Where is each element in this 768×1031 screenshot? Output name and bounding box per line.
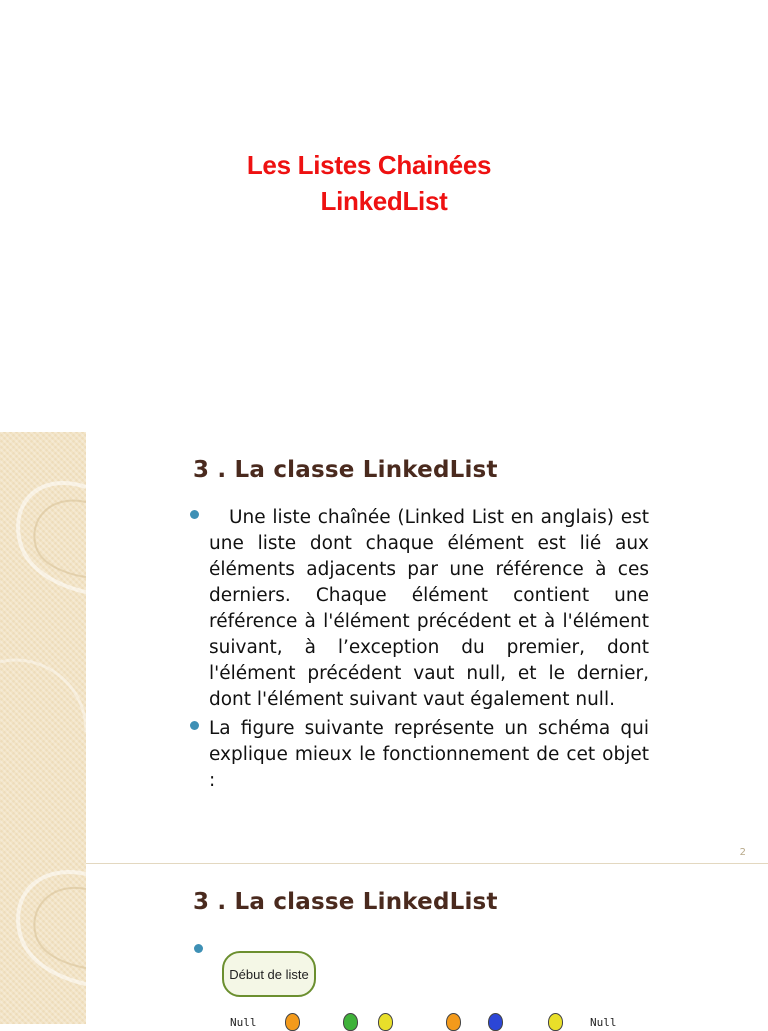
bullet-dot-icon xyxy=(190,510,199,519)
bullet-text: La figure suivante représente un schéma qui explique mieux le fonctionnement de cet objet : xyxy=(209,718,649,791)
bullet-dot-icon xyxy=(194,944,203,953)
null-label-left: Null xyxy=(230,1016,257,1029)
bullet-dot-icon xyxy=(190,721,199,730)
node-green-icon xyxy=(343,1013,358,1031)
title-line-1: Les Listes Chainées xyxy=(246,150,492,180)
swirl-decoration-icon xyxy=(0,432,86,864)
swirl-decoration-icon xyxy=(0,864,86,1024)
slide-title: 3 . La classe LinkedList xyxy=(193,889,498,915)
decorative-sidebar xyxy=(0,864,86,1024)
bullet-list xyxy=(187,505,649,797)
slide-linkedlist-definition xyxy=(0,432,768,864)
node-yellow-icon xyxy=(548,1013,563,1031)
null-label-right: Null xyxy=(590,1016,617,1029)
node-orange-icon xyxy=(446,1013,461,1031)
slide-number: 2 xyxy=(739,847,746,858)
node-yellow-icon xyxy=(378,1013,393,1031)
bullet-text: Une liste chaînée (Linked List en anglais) est une liste dont chaque élément est lié aux éléments adjacents par une référence à ces derniers. Chaque élément contient une référence à l'élément précédent et à l'élément suivant, à l’exception du premier, dont l'élément précédent vaut null, et le dernier, dont l'élément suivant vaut également null. xyxy=(209,507,649,710)
slide-linkedlist-diagram xyxy=(0,864,768,1029)
node-orange-icon xyxy=(285,1013,300,1031)
list-item xyxy=(187,505,649,713)
list-start-box: Début de liste xyxy=(222,951,316,997)
decorative-sidebar xyxy=(0,432,86,864)
title-line-2: LinkedList xyxy=(320,186,448,216)
node-blue-icon xyxy=(488,1013,503,1031)
title-slide xyxy=(0,0,768,432)
slide-title: 3 . La classe LinkedList xyxy=(193,457,498,483)
list-item xyxy=(187,716,649,794)
presentation-title xyxy=(0,147,768,219)
